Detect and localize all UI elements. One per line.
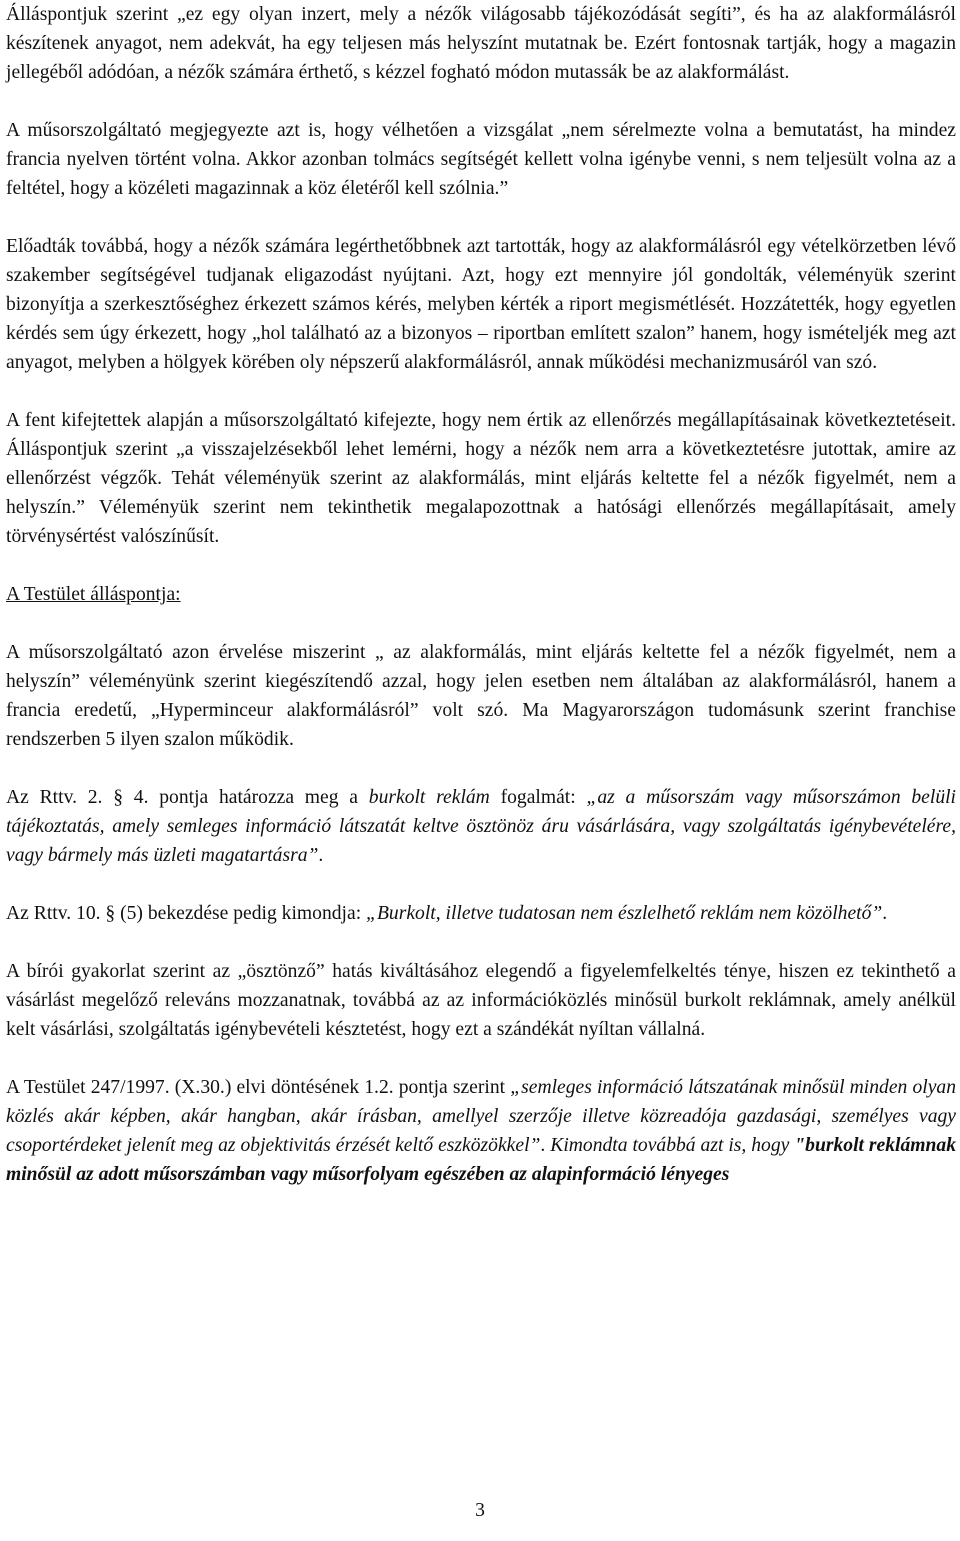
text-segment: A fent kifejtettek alapján a műsorszolgáltató kifejezte, hogy nem értik az ellenőrzés megállapításainak következtetéseit. Álláspontjuk szerint „a visszajelzésekből lehet lemérni, hogy a nézők nem arra a következtetésre jutottak, amire az ellenőrzést végzők. Tehát véleményük szerint az alakformálás, mint eljárás keltette fel a nézők figyelmét, nem a helyszín.” Véleményük szerint nem tekinthetik megalapozottnak a hatósági ellenőrzés megállapításait, amely törvénysértést valószínűsít. xyxy=(6,410,956,547)
paragraph-board-position xyxy=(6,638,956,754)
text-segment: Az Rttv. 2. § 4. pontja határozza meg a xyxy=(6,787,369,808)
paragraph-judicial-practice xyxy=(6,957,956,1044)
text-segment: "burkolt reklámnak minősül az adott műsorszámban vagy műsorfolyam egészében az alapinformáció lényeges xyxy=(6,1135,956,1185)
paragraph-opinion-inzert xyxy=(6,0,956,87)
text-segment: . xyxy=(318,845,324,866)
text-segment: A bírói gyakorlat szerint az „ösztönző” hatás kiváltásához elegendő a figyelemfelkeltés ténye, hiszen ez tekinthető a vásárlást megelőző releváns mozzanatnak, továbbá az az információközlés minősül burkolt reklámnak, amely anélkül kelt vásárlási, szolgáltatás igénybevételi késztetést, hogy ezt a szándékát nyíltan vállalná. xyxy=(6,961,956,1040)
paragraph-further-argument xyxy=(6,232,956,377)
paragraph-rttv-definition xyxy=(6,783,956,870)
page-number: 3 xyxy=(475,1500,485,1521)
text-segment: fogalmát: xyxy=(489,787,587,808)
text-segment: Kimondta továbbá azt is, hogy xyxy=(550,1135,795,1156)
document-page xyxy=(6,0,956,1189)
text-segment: burkolt reklám xyxy=(368,787,490,808)
text-segment: „az a műsorszám vagy műsorszámon belüli tájékoztatás, amely semleges információ látszatát keltve ösztönöz áru vásárlására, vagy szolgáltatás igénybevételére, vagy bármely más üzleti magatartásra” xyxy=(6,787,957,866)
section-heading xyxy=(6,580,956,609)
text-segment: Álláspontjuk szerint „ez egy olyan inzert, mely a nézők világosabb tájékozódását segíti”, és ha az alakformálásról készítenek anyagot, nem adekvát, ha egy teljesen más helyszínt mutatnak be. Ezért fontosnak tartják, hogy a magazin jellegéből adódóan, a nézők számára érthető, s kézzel fogható módon mutassák be az alakformálást. xyxy=(6,4,956,83)
text-segment: . xyxy=(540,1135,551,1156)
text-segment: Előadták továbbá, hogy a nézők számára legérthetőbbnek azt tartották, hogy az alakformálásról egy vételkörzetben lévő szakember segítségével tudjanak eligazodást nyújtani. Azt, hogy ezt mennyire jól gondolták, véleményük szerint bizonyítja a szerkesztőséghez érkezett számos kérés, melyben kérték a riport megismétlését. Hozzátették, hogy egyetlen kérdés sem úgy érkezett, hogy „hol található az a bizonyos – riportban említett szalon” hanem, hogy ismételjék meg azt anyagot, melyben a hölgyek körében oly népszerű alakformálásról, annak működési mechanizmusáról van szó. xyxy=(6,236,956,373)
paragraph-rttv-10-5 xyxy=(6,899,956,928)
text-segment: Az Rttv. 10. § (5) bekezdése pedig kimondja: xyxy=(6,903,367,924)
text-segment: . xyxy=(882,903,888,924)
paragraph-provider-conclusion xyxy=(6,406,956,551)
paragraph-board-decision xyxy=(6,1073,956,1189)
text-segment: „Burkolt, illetve tudatosan nem észlelhető reklám nem közölhető” xyxy=(366,903,883,924)
paragraph-provider-remark xyxy=(6,116,956,203)
text-segment: A Testület álláspontja: xyxy=(6,584,181,605)
text-segment: „semleges információ látszatának minősül minden olyan közlés akár képben, akár hangban, akár írásban, amellyel szerzője illetve közreadója gazdasági, személyes vagy csoportérdeket jelenít meg az objektivitás érzését keltő eszközökkel” xyxy=(6,1077,956,1156)
text-segment: A műsorszolgáltató azon érvelése miszerint „ az alakformálás, mint eljárás keltette fel a nézők figyelmét, nem a helyszín” véleményünk szerint kiegészítendő azzal, hogy jelen esetben nem általában az alakformálásról, hanem a francia eredetű, „Hyperminceur alakformálásról” volt szó. Ma Magyarországon tudomásunk szerint franchise rendszerben 5 ilyen szalon működik. xyxy=(6,642,956,750)
text-segment: A műsorszolgáltató megjegyezte azt is, hogy vélhetően a vizsgálat „nem sérelmezte volna a bemutatást, ha mindez francia nyelven történt volna. Akkor azonban tolmács segítségét kellett volna igénybe venni, s nem teljesült volna az a feltétel, hogy a közéleti magazinnak a köz életéről kell szólnia.” xyxy=(6,120,956,199)
text-segment: A Testület 247/1997. (X.30.) elvi döntésének 1.2. pontja szerint xyxy=(6,1077,511,1098)
